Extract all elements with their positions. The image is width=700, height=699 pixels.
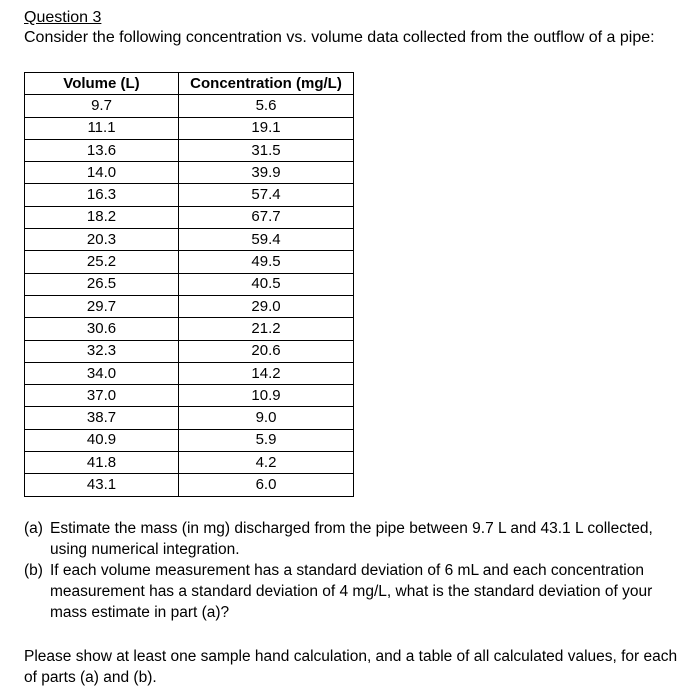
concentration-cell: 4.2 <box>179 452 354 474</box>
volume-cell: 30.6 <box>25 318 179 340</box>
concentration-cell: 49.5 <box>179 251 354 273</box>
table-row <box>25 162 354 184</box>
concentration-cell: 59.4 <box>179 229 354 251</box>
closing-instructions: Please show at least one sample hand calculation, and a table of all calculated values, for each of parts (a) and (b). <box>24 648 678 686</box>
concentration-cell: 20.6 <box>179 340 354 362</box>
volume-cell: 40.9 <box>25 429 179 451</box>
concentration-cell: 19.1 <box>179 117 354 139</box>
part-b-text: If each volume measurement has a standard deviation of 6 mL and each concentration measurement has a standard deviation of 4 mg/L, what is the standard deviation of your mass estimate in part (a)? <box>50 562 653 621</box>
volume-cell: 20.3 <box>25 229 179 251</box>
table-row <box>25 184 354 206</box>
table-row <box>25 117 354 139</box>
volume-cell: 13.6 <box>25 139 179 161</box>
concentration-cell: 6.0 <box>179 474 354 496</box>
concentration-cell: 9.0 <box>179 407 354 429</box>
concentration-header: Concentration (mg/L) <box>179 73 354 95</box>
volume-cell: 9.7 <box>25 95 179 117</box>
volume-cell: 25.2 <box>25 251 179 273</box>
volume-cell: 29.7 <box>25 295 179 317</box>
table-row <box>25 474 354 496</box>
table-row <box>25 340 354 362</box>
volume-cell: 38.7 <box>25 407 179 429</box>
table-row <box>25 251 354 273</box>
part-b <box>24 560 692 623</box>
table-header-row <box>25 73 354 95</box>
part-b-label: (b) <box>24 562 43 579</box>
concentration-cell: 14.2 <box>179 362 354 384</box>
question-intro: Consider the following concentration vs. volume data collected from the outflow of a pipe: <box>24 29 655 46</box>
concentration-cell: 67.7 <box>179 206 354 228</box>
concentration-cell: 10.9 <box>179 385 354 407</box>
table-row <box>25 206 354 228</box>
volume-cell: 34.0 <box>25 362 179 384</box>
table-row <box>25 295 354 317</box>
table-row <box>25 362 354 384</box>
table-row <box>25 429 354 451</box>
table-body <box>25 95 354 496</box>
volume-cell: 26.5 <box>25 273 179 295</box>
concentration-cell: 39.9 <box>179 162 354 184</box>
volume-cell: 11.1 <box>25 117 179 139</box>
volume-cell: 16.3 <box>25 184 179 206</box>
table-row <box>25 273 354 295</box>
volume-cell: 32.3 <box>25 340 179 362</box>
question-heading: Question 3 <box>24 9 102 26</box>
part-a-text: Estimate the mass (in mg) discharged from the pipe between 9.7 L and 43.1 L collected, using numerical integration. <box>50 520 653 558</box>
concentration-cell: 29.0 <box>179 295 354 317</box>
concentration-cell: 40.5 <box>179 273 354 295</box>
concentration-cell: 21.2 <box>179 318 354 340</box>
table-row <box>25 452 354 474</box>
part-a-label: (a) <box>24 520 43 537</box>
volume-cell: 37.0 <box>25 385 179 407</box>
volume-cell: 18.2 <box>25 206 179 228</box>
concentration-cell: 5.6 <box>179 95 354 117</box>
table-row <box>25 95 354 117</box>
concentration-cell: 57.4 <box>179 184 354 206</box>
concentration-cell: 5.9 <box>179 429 354 451</box>
data-table <box>24 72 354 497</box>
table-row <box>25 229 354 251</box>
table-row <box>25 139 354 161</box>
volume-cell: 41.8 <box>25 452 179 474</box>
table-row <box>25 318 354 340</box>
question-parts <box>24 518 692 623</box>
volume-cell: 14.0 <box>25 162 179 184</box>
volume-header: Volume (L) <box>25 73 179 95</box>
volume-cell: 43.1 <box>25 474 179 496</box>
concentration-cell: 31.5 <box>179 139 354 161</box>
part-a <box>24 518 692 560</box>
table-row <box>25 385 354 407</box>
table-row <box>25 407 354 429</box>
